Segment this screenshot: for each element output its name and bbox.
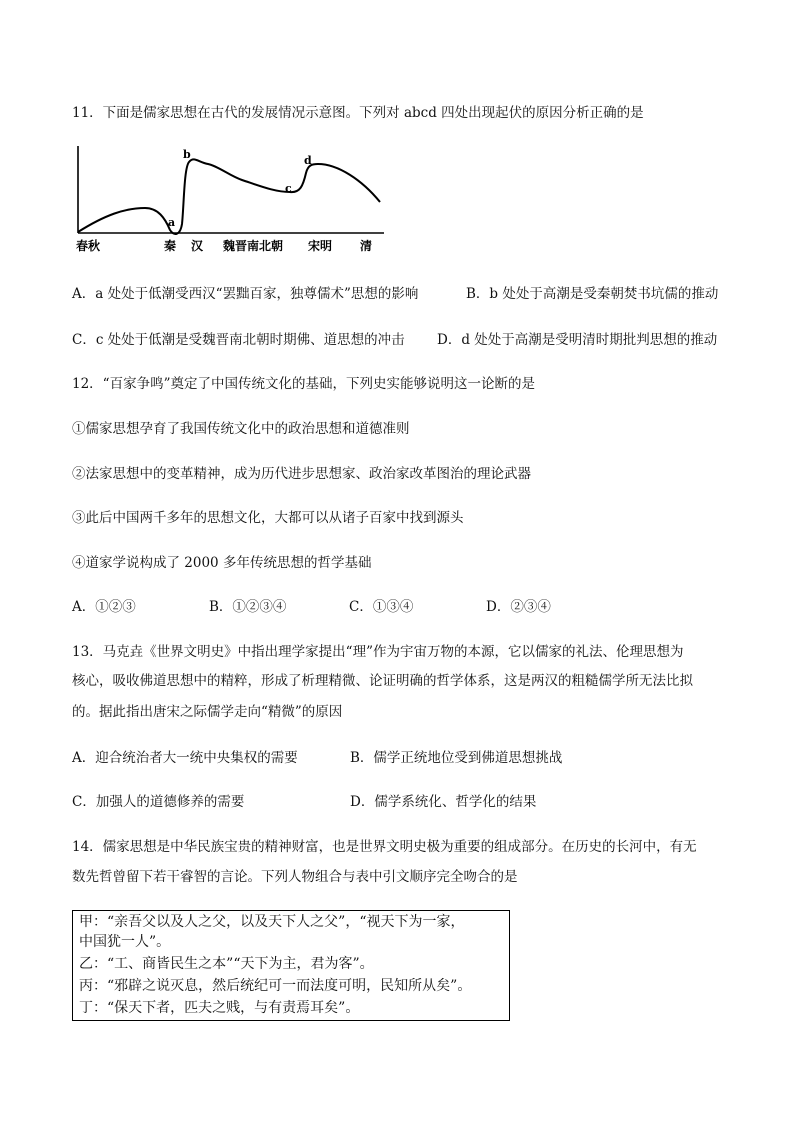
- x-label-qin: 秦: [164, 239, 177, 253]
- quote-ding: 丁：“保天下者，匹夫之贱，与有责焉耳矣”。: [79, 1000, 360, 1016]
- q12-option-d[interactable]: D．②③④: [486, 599, 551, 615]
- q12-item-3: ③此后中国两千多年的思想文化，大都可以从诸子百家中找到源头: [72, 510, 464, 526]
- quote-jia-line-1: 甲：“亲吾父以及人之父，以及天下人之父”，“视天下为一家，: [79, 914, 465, 930]
- q12-option-c[interactable]: C．①③④: [349, 599, 414, 615]
- q13-stem-line-1: 13．马克垚《世界文明史》中指出理学家提出“理”作为宇宙万物的本源，它以儒家的礼法、伦理思想为: [72, 644, 684, 660]
- confucianism-development-figure: [70, 140, 390, 258]
- q12-option-a[interactable]: A．①②③: [72, 599, 136, 615]
- q13-stem-line-3: 的。据此指出唐宋之际儒学走向“精微”的原因: [72, 704, 343, 720]
- q12-item-2: ②法家思想中的变革精神，成为历代进步思想家、政治家改革图治的理论武器: [72, 466, 531, 482]
- point-label-d: d: [304, 154, 312, 167]
- quote-yi: 乙：“工、商皆民生之本”“天下为主，君为客”。: [79, 956, 374, 972]
- q11-stem: 11．下面是儒家思想在古代的发展情况示意图。下列对 abcd 四处出现起伏的原因分析正确的是: [72, 105, 644, 121]
- q11-option-b[interactable]: B．b 处处于高潮是受秦朝焚书坑儒的推动: [466, 286, 719, 302]
- q13-option-a[interactable]: A．迎合统治者大一统中央集权的需要: [72, 750, 298, 766]
- x-label-chunqiu: 春秋: [76, 239, 101, 253]
- q12-option-b[interactable]: B．①②③④: [209, 599, 287, 615]
- x-label-qing: 清: [360, 239, 373, 253]
- q13-option-c[interactable]: C．加强人的道德修养的需要: [72, 794, 245, 810]
- q13-option-d[interactable]: D．儒学系统化、哲学化的结果: [350, 794, 537, 810]
- x-label-songming: 宋明: [308, 239, 333, 253]
- q11-option-a[interactable]: A．a 处处于低潮受西汉“罢黜百家，独尊儒术”思想的影响: [72, 286, 419, 302]
- point-label-a: a: [168, 216, 176, 229]
- q14-stem-line-2: 数先哲曾留下若干睿智的言论。下列人物组合与表中引文顺序完全吻合的是: [72, 869, 518, 885]
- point-label-b: b: [183, 148, 191, 161]
- q14-quote-box: [72, 910, 510, 1021]
- x-label-han: 汉: [191, 239, 204, 253]
- quote-jia-line-2: 中国犹一人”。: [79, 934, 171, 950]
- q13-stem-line-2: 核心，吸收佛道思想中的精粹，形成了析理精微、论证明确的哲学体系，这是两汉的粗糙儒学所无法比拟: [72, 673, 693, 689]
- q13-option-b[interactable]: B．儒学正统地位受到佛道思想挑战: [350, 750, 563, 766]
- development-curve: [78, 159, 380, 234]
- quote-bing: 丙：“邪辟之说灭息，然后统纪可一而法度可明，民知所从矣”。: [79, 978, 472, 994]
- point-label-c: c: [285, 182, 292, 195]
- q14-stem-line-1: 14．儒家思想是中华民族宝贵的精神财富，也是世界文明史极为重要的组成部分。在历史的长河中，有无: [72, 839, 697, 855]
- q11-option-d[interactable]: D．d 处处于高潮是受明清时期批判思想的推动: [437, 332, 718, 348]
- x-label-weijin: 魏晋南北朝: [223, 239, 284, 253]
- q12-item-1: ①儒家思想孕育了我国传统文化中的政治思想和道德准则: [72, 421, 410, 437]
- q11-option-c[interactable]: C．c 处处于低潮是受魏晋南北朝时期佛、道思想的冲击: [72, 332, 405, 348]
- q12-stem: 12．“百家争鸣”奠定了中国传统文化的基础，下列史实能够说明这一论断的是: [72, 376, 535, 392]
- q12-item-4: ④道家学说构成了 2000 多年传统思想的哲学基础: [72, 555, 372, 571]
